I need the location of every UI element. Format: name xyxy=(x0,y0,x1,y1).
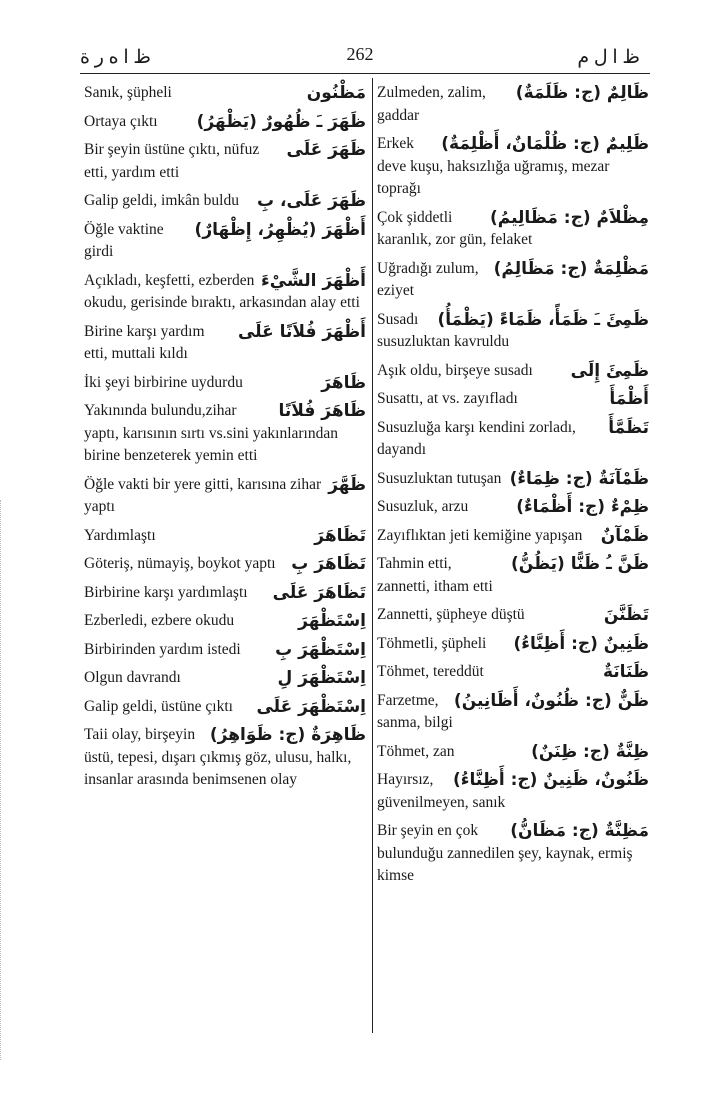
dictionary-entry xyxy=(84,139,366,184)
right-column xyxy=(377,82,649,894)
arabic-headword: ظَاهَرَ فُلاَنًا xyxy=(278,401,366,421)
turkish-definition: Sanık, şüpheli xyxy=(84,84,172,101)
turkish-definition: Zulmeden, zalim, gaddar xyxy=(377,84,486,124)
arabic-headword: ظِمْءٌ (ج: أَظْمَاءٌ) xyxy=(516,497,649,517)
dictionary-entry xyxy=(84,525,366,548)
turkish-definition: Ezberledi, ezbere okudu xyxy=(84,612,235,629)
header-guide-word-right: ظ ا ل م xyxy=(577,47,640,68)
dictionary-entry xyxy=(84,696,366,719)
dictionary-entry xyxy=(377,468,649,491)
dictionary-entry xyxy=(377,496,649,519)
dictionary-entry xyxy=(377,553,649,598)
turkish-definition: Yakınında bulundu,zihar yaptı, karısının sırtı vs.sini yakınlarından birine benzeterek yemin etti xyxy=(84,402,338,464)
arabic-headword: ظَاهِرَةٌ (ج: ظَوَاهِرُ) xyxy=(209,725,366,745)
arabic-headword: ظَمْآنٌ xyxy=(600,525,649,546)
page-number: 262 xyxy=(346,44,374,64)
turkish-definition: Birbirine karşı yardımlaştı xyxy=(84,583,248,601)
page-header xyxy=(80,42,640,70)
arabic-headword: أَظْمَأَ xyxy=(609,389,649,409)
arabic-headword: ظَلِيمٌ (ج: ظُلْمَانٌ، أَظْلِمَةٌ) xyxy=(441,134,649,154)
dictionary-entry xyxy=(377,769,649,814)
arabic-headword: ظَنٌّ (ج: ظُنُونٌ، أَظَانِينُ) xyxy=(453,690,649,711)
turkish-definition: Aşık oldu, birşeye susadı xyxy=(377,361,533,379)
turkish-definition: Yardımlaştı xyxy=(84,526,156,544)
turkish-definition: Bir şeyin üstüne çıktı, nüfuz etti, yardım etti xyxy=(84,141,260,181)
turkish-definition: Susattı, at vs. zayıfladı xyxy=(377,390,518,407)
arabic-headword: مَظْلِمَةٌ (ج: مَظَالِمُ) xyxy=(493,258,649,279)
turkish-definition: Olgun davrandı xyxy=(84,669,181,686)
arabic-headword: اِسْتَظْهَرَ بِ xyxy=(275,639,366,660)
dictionary-entry xyxy=(84,553,366,576)
dictionary-entry xyxy=(84,190,366,213)
turkish-definition: Zayıflıktan jeti kemiğine yapışan xyxy=(377,526,583,544)
arabic-headword: ظَمِئَ إِلَى xyxy=(570,360,649,381)
arabic-headword: مَظْنُون xyxy=(306,83,366,103)
turkish-definition: Susadı susuzluktan kavruldu xyxy=(377,310,510,350)
dictionary-entry xyxy=(84,667,366,690)
turkish-definition: Töhmet, tereddüt xyxy=(377,663,484,680)
dictionary-entry xyxy=(377,604,649,627)
arabic-headword: ظَالِمٌ (ج: ظَلَمَةٌ) xyxy=(515,83,649,103)
arabic-headword: ظَهَرَ عَلَى xyxy=(286,140,366,160)
turkish-definition: Çok şiddetli karanlık, zor gün, felaket xyxy=(377,208,533,248)
arabic-headword: ظَمْآنَةٌ (ج: ظِمَاءٌ) xyxy=(509,468,649,489)
turkish-definition: Farzetme, sanma, bilgi xyxy=(377,691,453,731)
turkish-definition: Galip geldi, imkân buldu xyxy=(84,192,239,209)
dictionary-entry xyxy=(84,582,366,605)
dictionary-entry xyxy=(377,820,649,888)
dictionary-entry xyxy=(377,690,649,735)
header-rule xyxy=(80,73,650,74)
dictionary-entry xyxy=(377,661,649,684)
arabic-headword: ظِنَّةٌ (ج: ظِنَنٌ) xyxy=(531,741,649,762)
arabic-headword: ظَنَّ ـُ ظَنًّا (يَظُنُّ) xyxy=(511,554,649,574)
arabic-headword: اِسْتَظْهَرَ xyxy=(298,611,366,631)
turkish-definition: Töhmetli, şüpheli xyxy=(377,634,487,652)
turkish-definition: Bir şeyin en çok bulunduğu zannedilen şey, kaynak, ermiş kimse xyxy=(377,822,633,884)
arabic-headword: تَظَنَّنَ xyxy=(603,605,649,625)
left-column xyxy=(84,82,366,798)
turkish-definition: Açıkladı, keşfetti, ezberden okudu, gerisinde bıraktı, arkasından alay etti xyxy=(84,271,360,311)
turkish-definition: Öğle vaktine girdi xyxy=(84,220,164,260)
dictionary-entry xyxy=(84,724,366,792)
dictionary-entry xyxy=(377,360,649,383)
turkish-definition: Töhmet, zan xyxy=(377,742,455,760)
dictionary-entry xyxy=(84,82,366,105)
turkish-definition: Galip geldi, üstüne çıktı xyxy=(84,697,233,715)
dictionary-entry xyxy=(84,639,366,662)
arabic-headword: ظَمِئَ ـَ ظَمَأً، ظَمَاءً (يَظْمَأُ) xyxy=(437,309,649,330)
turkish-definition: Susuzluktan tutuşan xyxy=(377,469,502,487)
dictionary-entry xyxy=(377,388,649,411)
dictionary-entry xyxy=(84,219,366,264)
arabic-headword: ظَنُونٌ، ظَنِينٌ (ج: أَظِنَّاءُ) xyxy=(453,770,649,790)
dictionary-entry xyxy=(377,417,649,462)
arabic-headword: ظَاهَرَ xyxy=(321,372,366,393)
arabic-headword: اِسْتَظْهَرَ عَلَى xyxy=(256,696,366,717)
dictionary-entry xyxy=(377,133,649,201)
dictionary-entry xyxy=(377,525,649,548)
arabic-headword: ظَهَرَ ـَ ظُهُورٌ (يَظْهَرُ) xyxy=(196,111,366,132)
arabic-headword: اِسْتَظْهَرَ لِ xyxy=(277,668,366,688)
turkish-definition: Birine karşı yardım etti, muttali kıldı xyxy=(84,322,205,362)
arabic-headword: تَظَاهَرَ xyxy=(314,525,366,546)
dictionary-entry xyxy=(84,270,366,315)
turkish-definition: Taii olay, birşeyin üstü, tepesi, dışarı çıkmış göz, ulusu, halkı, insanlar arasında benimsenen olay xyxy=(84,726,352,788)
header-guide-word-left: ظ ا ه ر ة xyxy=(80,47,151,68)
arabic-headword: أَظْهَرَ (يُظْهِرُ، إِظْهَارٌ) xyxy=(194,219,366,240)
turkish-definition: Uğradığı zulum, eziyet xyxy=(377,259,479,299)
turkish-definition: Zannetti, şüpheye düştü xyxy=(377,606,525,623)
dictionary-entry xyxy=(84,321,366,366)
arabic-headword: أَظْهَرَ الشَّيْءَ xyxy=(261,270,366,291)
dictionary-entry xyxy=(377,82,649,127)
arabic-headword: أَظْهَرَ فُلاَنًا عَلَى xyxy=(237,321,366,342)
arabic-headword: ظَنَانَةٌ xyxy=(602,662,649,682)
column-divider xyxy=(372,78,373,1033)
arabic-headword: ظَهَّرَ xyxy=(328,474,366,495)
turkish-definition: Susuzluğa karşı kendini zorladı, dayandı xyxy=(377,418,576,458)
turkish-definition: Erkek deve kuşu, haksızlığa uğramış, mezar toprağı xyxy=(377,135,610,197)
turkish-definition: Tahmin etti, zannetti, itham etti xyxy=(377,555,493,595)
dictionary-entry xyxy=(377,633,649,656)
turkish-definition: İki şeyi birbirine uydurdu xyxy=(84,373,243,391)
turkish-definition: Susuzluk, arzu xyxy=(377,498,469,515)
arabic-headword: مَظِنَّةٌ (ج: مَظَانُّ) xyxy=(510,821,649,841)
turkish-definition: Göteriş, nümayiş, boykot yaptı xyxy=(84,555,276,572)
turkish-definition: Ortaya çıktı xyxy=(84,112,158,130)
dictionary-entry xyxy=(377,741,649,764)
turkish-definition: Hayırsız, güvenilmeyen, sanık xyxy=(377,771,506,811)
dictionary-entry xyxy=(84,610,366,633)
dictionary-entry xyxy=(84,372,366,395)
arabic-headword: تَظَاهَرَ عَلَى xyxy=(272,582,366,603)
arabic-headword: مِظْلاَمٌ (ج: مَظَالِيمُ) xyxy=(489,207,649,228)
dictionary-entry xyxy=(377,309,649,354)
arabic-headword: ظَهَرَ عَلَى، بِ xyxy=(257,191,366,211)
arabic-headword: تَظَمَّأَ xyxy=(608,417,649,438)
turkish-definition: Birbirinden yardım istedi xyxy=(84,640,241,658)
dictionary-entry xyxy=(84,111,366,134)
arabic-headword: تَظَاهَرَ بِ xyxy=(291,554,366,574)
turkish-definition: Öğle vakti bir yere gitti, karısına zihar yaptı xyxy=(84,475,322,515)
dictionary-entry xyxy=(377,207,649,252)
arabic-headword: ظَنِينٌ (ج: أَظِنَّاءُ) xyxy=(513,633,649,654)
dictionary-entry xyxy=(377,258,649,303)
scan-edge xyxy=(0,500,3,1060)
dictionary-entry xyxy=(84,474,366,519)
dictionary-entry xyxy=(84,400,366,468)
